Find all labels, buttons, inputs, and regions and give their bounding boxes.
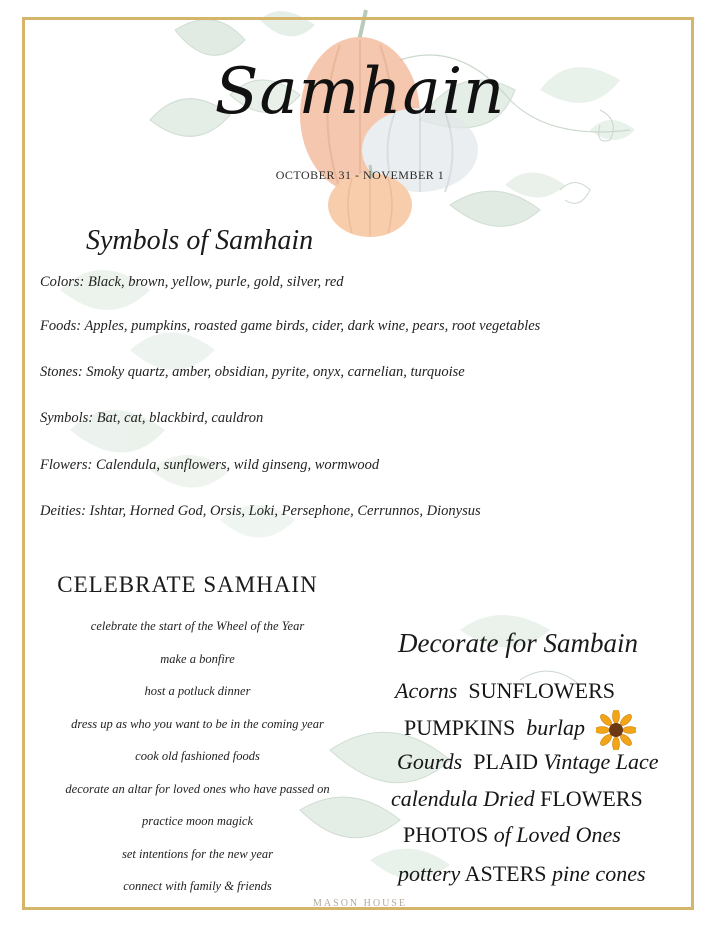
list-item: set intentions for the new year <box>121 846 274 861</box>
list-item: make a bonfire <box>160 651 235 666</box>
decorate-line-2 <box>404 710 636 750</box>
decorate-word: of <box>493 822 511 847</box>
symbols-heading: Symbols of Samhain <box>86 225 314 256</box>
decorate-line-1 <box>395 678 615 704</box>
list-item: celebrate the start of the Wheel of the Year <box>90 619 305 633</box>
decorate-word: calendula <box>391 786 478 811</box>
decorate-word: PLAID <box>473 749 538 774</box>
decorate-word: SUNFLOWERS <box>468 678 616 703</box>
brand-watermark: MASON HOUSE <box>313 898 407 909</box>
decorate-word: burlap <box>526 715 585 741</box>
decorate-word: PHOTOS <box>403 822 489 847</box>
date-range: OCTOBER 31 - NOVEMBER 1 <box>275 168 445 182</box>
page-title: Samhain <box>214 55 506 129</box>
symbols-foods: Foods: Apples, pumpkins, roasted game birds, cider, dark wine, pears, root vegetables <box>40 318 541 334</box>
decorate-word: Vintage Lace <box>543 749 659 774</box>
decorate-word: ASTERS <box>464 861 547 886</box>
list-item: decorate an altar for loved ones who have passed on <box>65 781 330 796</box>
decorate-word: PUMPKINS <box>404 715 516 741</box>
decorate-word: pottery <box>398 861 461 886</box>
symbols-stones: Stones: Smoky quartz, amber, obsidian, pyrite, onyx, carnelian, turquoise <box>40 364 465 380</box>
decorate-line-6 <box>398 861 646 887</box>
celebrate-list <box>20 617 375 910</box>
list-item: host a potluck dinner <box>144 684 251 698</box>
decorate-word: pine cones <box>552 861 646 886</box>
decorate-word: Acorns <box>395 678 458 703</box>
decorate-word: Gourds <box>397 749 463 774</box>
list-item: practice moon magick <box>141 814 254 828</box>
decorate-line-3 <box>397 749 659 775</box>
symbols-symbols: Symbols: Bat, cat, blackbird, cauldron <box>40 410 264 426</box>
list-item: dress up as who you want to be in the coming year <box>71 716 324 731</box>
decorate-word: Loved Ones <box>516 822 621 847</box>
symbols-colors: Colors: Black, brown, yellow, purle, gold, silver, red <box>40 274 344 290</box>
decorate-word: FLOWERS <box>540 786 643 811</box>
decorate-word: Dried <box>483 786 535 811</box>
decorate-line-4 <box>391 786 643 812</box>
sunflower-icon <box>596 710 636 750</box>
symbols-deities: Deities: Ishtar, Horned God, Orsis, Loki, Persephone, Cerrunnos, Dionysus <box>40 503 481 519</box>
symbols-flowers: Flowers: Calendula, sunflowers, wild ginseng, wormwood <box>40 457 380 473</box>
list-item: cook old fashioned foods <box>135 749 260 763</box>
list-item: connect with family & friends <box>123 879 272 893</box>
celebrate-heading: CELEBRATE SAMHAIN <box>57 572 318 597</box>
decorate-heading: Decorate for Sambain <box>398 628 638 658</box>
decorate-line-5 <box>403 822 621 848</box>
